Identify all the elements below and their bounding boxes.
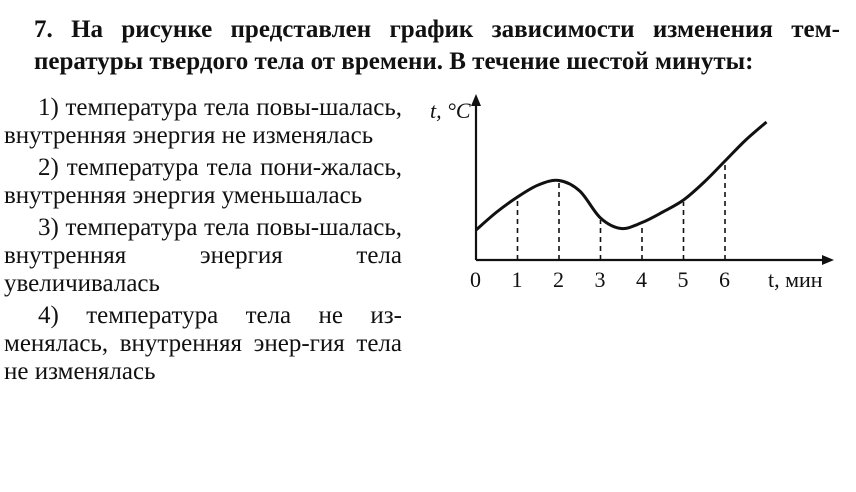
answer-option-1: 1) температура тела повы-шалась, внутренняя энергия не изменялась bbox=[4, 94, 402, 149]
y-axis-label: t, °C bbox=[430, 98, 471, 123]
x-tick-label-0: 0 bbox=[470, 267, 481, 292]
answer-option-4: 4) температура тела не из-менялась, внутренняя энер-гия тела не изменялась bbox=[4, 302, 402, 385]
x-tick-label-3: 3 bbox=[594, 267, 606, 292]
x-tick-labels bbox=[470, 267, 730, 292]
chart-svg bbox=[430, 88, 840, 294]
x-tick-label-2: 2 bbox=[553, 267, 564, 292]
x-tick-label-5: 5 bbox=[677, 267, 689, 292]
temperature-curve bbox=[476, 122, 767, 230]
x-axis-label: t, мин bbox=[768, 267, 823, 292]
x-axis-arrow-icon bbox=[822, 255, 834, 265]
answer-option-3: 3) температура тела повы-шалась, внутренняя энергия тела увеличивалась bbox=[4, 214, 402, 297]
answer-list bbox=[4, 94, 402, 390]
temperature-time-chart bbox=[430, 88, 840, 294]
y-axis-arrow-icon bbox=[471, 94, 481, 106]
question-text bbox=[34, 14, 840, 78]
answer-option-2: 2) температура тела пони-жалась, внутренняя энергия уменьшалась bbox=[4, 154, 402, 209]
x-tick-label-1: 1 bbox=[511, 267, 523, 292]
x-tick-label-4: 4 bbox=[636, 267, 647, 292]
question-number: 7. bbox=[34, 16, 53, 43]
dashed-guides bbox=[518, 163, 726, 260]
x-tick-label-6: 6 bbox=[719, 267, 730, 292]
question-body: На рисунке представлен график зависимости изменения тем-пературы твердого тела от времени. В течение шестой минуты: bbox=[34, 16, 841, 75]
